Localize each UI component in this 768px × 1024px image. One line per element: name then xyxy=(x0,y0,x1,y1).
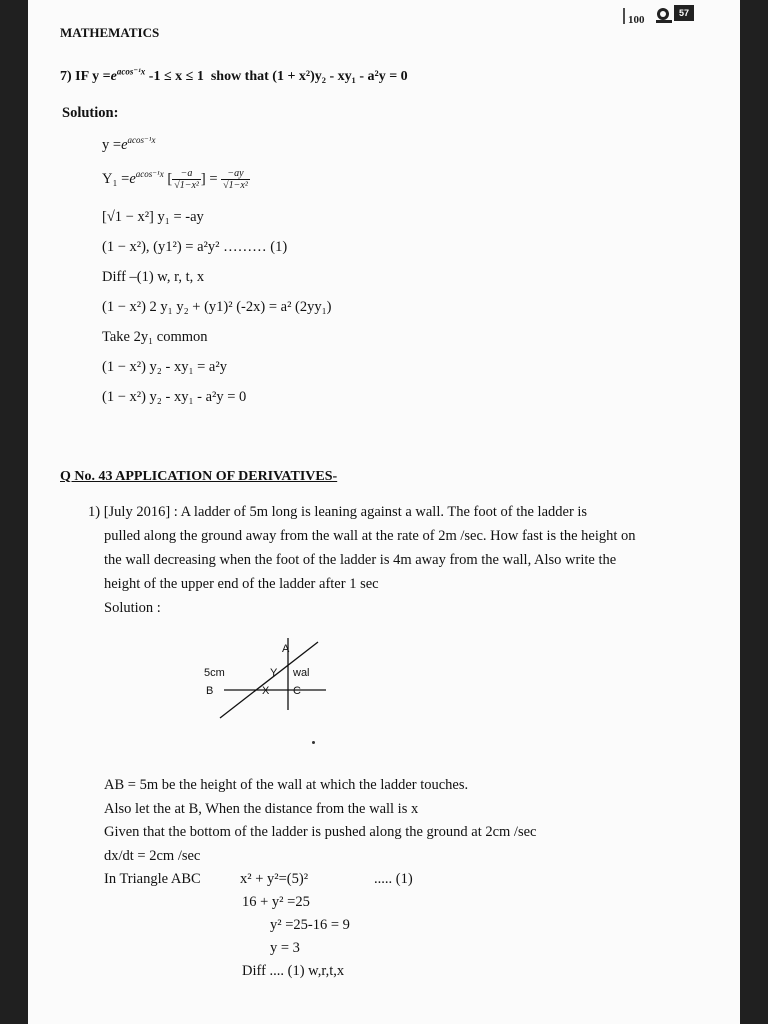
ladder-diagram xyxy=(196,632,356,724)
label-b: B xyxy=(206,685,214,697)
q7-line3: [√1 − x²] y₁ = -ay xyxy=(102,209,204,225)
q43-problem-line3: the wall decreasing when the foot of the ladder is 4m away from the wall, Also write the xyxy=(104,552,617,568)
q43-problem-line2: pulled along the ground away from the wall at the rate of 2m /sec. How fast is the height on xyxy=(104,528,636,544)
q7-line4: (1 − x²), (y1²) = a²y² ……… (1) xyxy=(102,239,288,255)
q7-line1: $y =e^{acos^{-1}x}$ xyxy=(102,135,156,153)
q7-line9: (1 − x²) y₂ - xy₁ - a²y = 0 xyxy=(102,389,247,405)
label-wal: wal xyxy=(293,667,310,679)
logo-text: 100 xyxy=(628,14,645,26)
label-y: Y xyxy=(270,667,278,679)
label-a: A xyxy=(282,643,290,655)
q43-problem-line1: 1) [July 2016] : A ladder of 5m long is leaning against a wall. The foot of the ladder is xyxy=(88,504,588,520)
q43-solution-line3: Given that the bottom of the ladder is pushed along the ground at 2cm /sec xyxy=(104,824,537,840)
q43-solution-label: Solution : xyxy=(104,600,161,616)
q7-line8: (1 − x²) y₂ - xy₁ = a²y xyxy=(102,359,227,375)
q43-eq4: y = 3 xyxy=(270,940,300,956)
label-c: C xyxy=(293,685,301,697)
q43-solution-line4: dx/dt = 2cm /sec xyxy=(104,848,201,864)
q43-eq2: 16 + y² =25 xyxy=(242,894,310,910)
q7-title: 7) IF $y =e^{acos^{-1}x}$ -1 ≤ x ≤ 1 show that (1 + x²)y₂ - xy₁ - a²y = 0 xyxy=(60,66,408,84)
ladder-line xyxy=(220,642,318,718)
q43-eq5: Diff .... (1) w,r,t,x xyxy=(242,963,345,979)
q7-line6: (1 − x²) 2 y₁ y₂ + (y1)² (-2x) = a² (2yy₁) xyxy=(102,299,332,315)
q43-triangle-label: In Triangle ABC xyxy=(104,871,201,887)
q43-eq1: x² + y²=(5)² xyxy=(240,871,309,887)
q7-line2: $Y_1 =e^{acos^{-1}x}$ [ $\frac{-a}{\text{√1−x²}}$ ] = $\frac{-ay}{\text{√1−x²}}$ xyxy=(102,168,248,191)
q43-eq3: y² =25-16 = 9 xyxy=(270,917,350,933)
subject-header: MATHEMATICS xyxy=(60,25,160,40)
stray-dot xyxy=(312,741,315,744)
page-number-badge: 57 xyxy=(674,5,694,21)
q7-line7: Take 2y₁ common xyxy=(102,329,208,345)
document-page xyxy=(28,0,740,1024)
q43-problem-line4: height of the upper end of the ladder after 1 sec xyxy=(104,576,379,592)
label-5cm: 5cm xyxy=(204,667,225,679)
q7-solution-label: Solution: xyxy=(62,105,119,121)
q43-solution-line1: AB = 5m be the height of the wall at which the ladder touches. xyxy=(104,777,469,793)
q43-heading: Q No. 43 APPLICATION OF DERIVATIVES- xyxy=(60,469,338,484)
label-x: X xyxy=(262,685,270,697)
q43-eq1-ref: ..... (1) xyxy=(374,871,413,887)
q7-line5: Diff –(1) w, r, t, x xyxy=(102,269,205,285)
q43-solution-line2: Also let the at B, When the distance from the wall is x xyxy=(104,801,419,817)
